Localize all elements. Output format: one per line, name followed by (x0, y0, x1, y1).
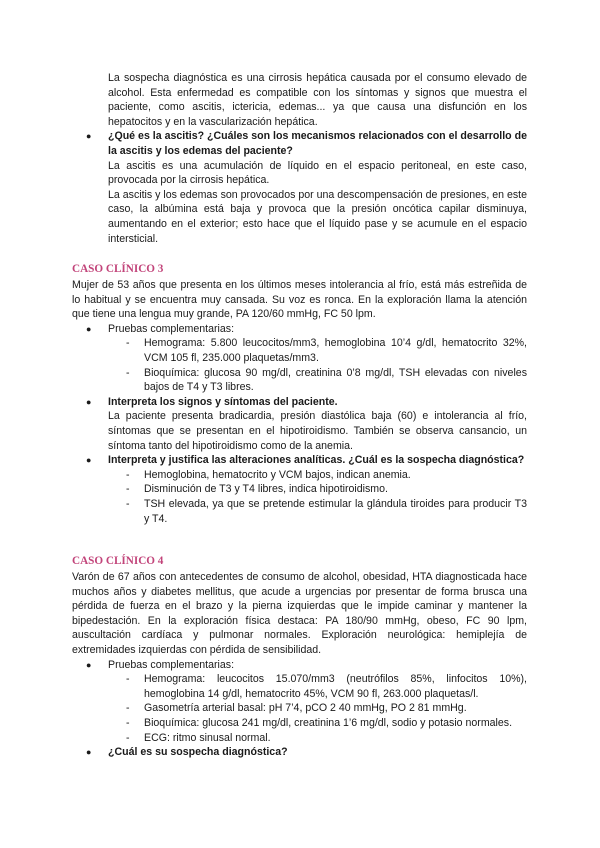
caso-4-prueba-ecg (126, 731, 527, 746)
caso-4-intro: Varón de 67 años con antecedentes de consumo de alcohol, obesidad, HTA diagnosticada hace muchos años y diabetes mellitus, que acude a urgencias por presentar de forma brusca una pérdida de fuerza en el brazo y la pierna izquierdas que le impide caminar y mantener la bipedestación. En la exploración física destaca: PA 180/90 mmHg, obeso, FC 90 lpm, auscultación cardíaca y pulmonar normales. Exploración neurológica: hemiplejía de extremidades izquierdas con pérdida de sensibilidad. (72, 571, 527, 656)
answer-ascitis-1: La ascitis es una acumulación de líquido en el espacio peritoneal, en este caso, provocada por la cirrosis hepática. (108, 159, 527, 187)
prueba-text: ECG: ritmo sinusal normal. (144, 731, 271, 744)
dash-icon: - (126, 483, 130, 496)
prueba-text: Bioquímica: glucosa 90 mg/dl, creatinina 0’8 mg/dl, TSH elevadas con niveles bajos de T4 y T3 libres. (144, 366, 527, 394)
caso-4-prueba-hemograma (126, 672, 527, 701)
question-ascitis-text: ¿Qué es la ascitis? ¿Cuáles son los mecanismos relacionados con el desarrollo de la ascitis y los edemas del paciente? (108, 130, 527, 157)
question-ascitis (86, 129, 527, 158)
bullet-icon: ● (86, 131, 92, 142)
bullet-icon: ● (86, 323, 92, 334)
question-sospecha (86, 745, 527, 760)
pruebas-label-text: Pruebas complementarias: (108, 658, 235, 671)
pruebas-label-text: Pruebas complementarias: (108, 322, 235, 335)
cirrosis-paragraph: La sospecha diagnóstica es una cirrosis hepática causada por el consumo elevado de alcohol. Esta enfermedad es compatible con los síntomas y signos que muestra el paciente, como ascitis, ictericia, edemas... ya que causa una disfunción en los hepatocitos y en la vascularización hepática. (108, 72, 527, 128)
prueba-text: Hemograma: leucocitos 15.070/mm3 (neutrófilos 85%, linfocitos 10%), hemoglobina 14 g/dl, hematocrito 45%, VCM 90 fl, 263.000 plaquetas/l. (144, 673, 527, 700)
question-analitica-text: Interpreta y justifica las alteraciones analíticas. ¿Cuál es la sospecha diagnóstica? (108, 454, 525, 467)
caso-3-intro: Mujer de 53 años que presenta en los últimos meses intolerancia al frío, está más estreñida de lo habitual y se encuentra muy cansada. Su voz es ronca. En la exploración llama la atención que tiene una lengua muy grande, PA 120/60 mmHg, FC 50 lpm. (72, 279, 527, 321)
dash-icon: - (126, 673, 130, 686)
question-sospecha-text: ¿Cuál es su sospecha diagnóstica? (108, 746, 288, 759)
bullet-icon: ● (86, 396, 92, 407)
caso-3-title: CASO CLÍNICO 3 (72, 263, 164, 275)
caso-3-prueba-hemograma (126, 336, 527, 365)
question-analitica (86, 453, 527, 468)
caso-3-prueba-bioquimica (126, 366, 527, 395)
dash-icon: - (126, 716, 130, 729)
caso-4-pruebas-label (86, 658, 527, 673)
question-signos (86, 395, 527, 410)
prueba-text: Hemograma: 5.800 leucocitos/mm3, hemoglobina 10’4 g/dl, hematocrito 32%, VCM 105 fl, 235.000 plaquetas/mm3. (144, 337, 527, 364)
question-signos-text: Interpreta los signos y síntomas del paciente. (108, 395, 338, 408)
caso-4-title: CASO CLÍNICO 4 (72, 555, 164, 567)
answer-text: Disminución de T3 y T4 libres, indica hipotiroidismo. (144, 483, 388, 496)
caso-4-prueba-bioquimica (126, 716, 527, 731)
dash-icon: - (126, 702, 130, 715)
answer-analitica-item (126, 468, 527, 483)
caso-4-prueba-gasometria (126, 701, 527, 716)
dash-icon: - (126, 731, 130, 744)
bullet-icon: ● (86, 455, 92, 466)
answer-signos: La paciente presenta bradicardia, presión diastólica baja (60) e intolerancia al frío, síntomas que se presentan en el hipotiroidismo. También se observa cansancio, un síntoma tanto del hipotiroidismo como de la anemia. (108, 410, 527, 452)
dash-icon: - (126, 366, 130, 379)
dash-icon: - (126, 337, 130, 350)
caso-3-pruebas-label (86, 322, 527, 337)
prueba-text: Gasometría arterial basal: pH 7’4, pCO 2 40 mmHg, PO 2 81 mmHg. (144, 702, 467, 715)
answer-analitica-item (126, 482, 527, 497)
bullet-icon: ● (86, 659, 92, 670)
dash-icon: - (126, 468, 130, 481)
prueba-text: Bioquímica: glucosa 241 mg/dl, creatinina 1’6 mg/dl, sodio y potasio normales. (144, 716, 513, 729)
answer-text: TSH elevada, ya que se pretende estimular la glándula tiroides para producir T3 y T4. (144, 497, 527, 525)
answer-text: Hemoglobina, hematocrito y VCM bajos, indican anemia. (144, 468, 411, 481)
answer-ascitis-2: La ascitis y los edemas son provocados por una descompensación de presiones, en este caso, la albúmina está baja y provoca que la presión oncótica capilar disminuya, aumentando en el exterior; esto hace que el líquido pase y se acumule en el espacio intersticial. (108, 188, 527, 245)
answer-analitica-item (126, 497, 527, 526)
bullet-icon: ● (86, 747, 92, 758)
dash-icon: - (126, 497, 130, 510)
